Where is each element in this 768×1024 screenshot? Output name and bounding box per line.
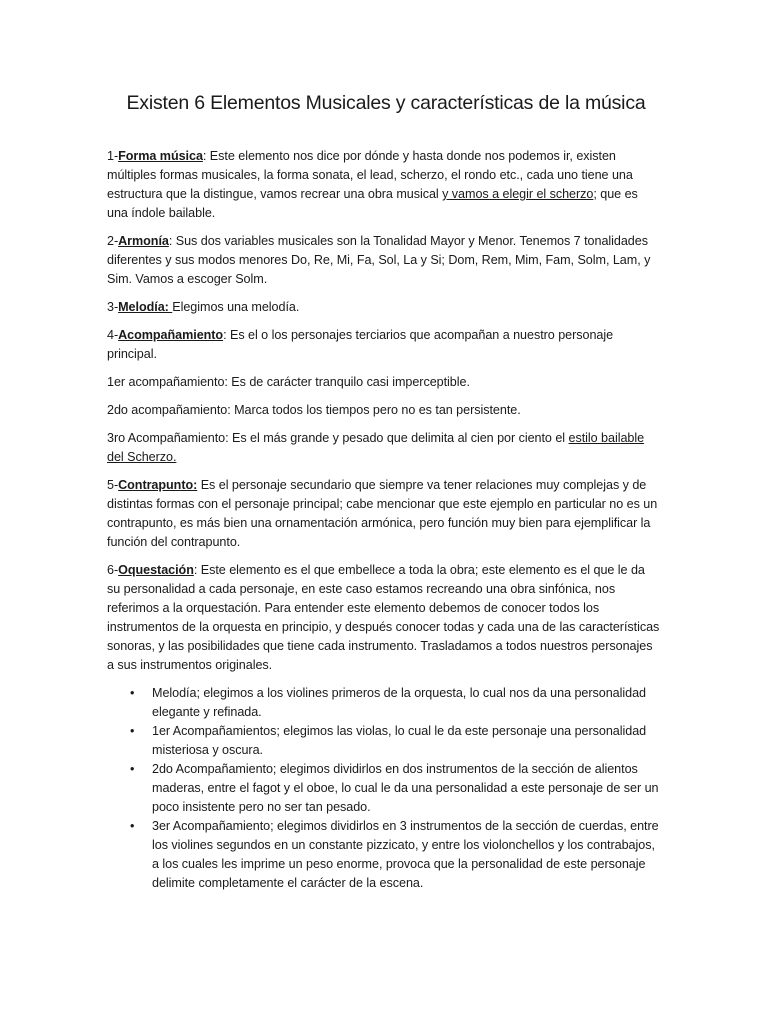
list-item-text: 1er Acompañamientos; elegimos las violas, lo cual le da este personaje una personalidad misteriosa y oscura. bbox=[152, 724, 647, 757]
bullet-icon: • bbox=[130, 762, 135, 776]
paragraph-text: : Sus dos variables musicales son la Tonalidad Mayor y Menor. Tenemos 7 tonalidades diferentes y sus modos menores Do, Re, Mi, Fa, Sol, La y Si; Dom, Rem, Mim, Fam, Solm, Lam, y Sim. Vamos a escoger Solm. bbox=[107, 234, 651, 286]
bullet-icon: • bbox=[130, 686, 135, 700]
paragraph-segundo-acompanamiento: 2do acompañamiento: Marca todos los tiempos pero no es tan persistente. bbox=[107, 403, 521, 417]
underlined-text: estilo bailable del Scherzo. bbox=[107, 431, 645, 464]
paragraph-text: ; que es una índole bailable. bbox=[107, 187, 638, 220]
list-item bbox=[107, 722, 660, 760]
paragraph-melodia bbox=[107, 298, 660, 317]
paragraph-text: : Este elemento es el que embellece a toda la obra; este elemento es el que le da su personalidad a cada personaje, en este caso estamos recreando una obra sinfónica, nos referimos a la orquestación. Para entender este elemento debemos de conocer todos los instrumentos de la orquesta en principio, y después conocer todas y cada una de las características sonoras, y las posibilidades que tiene cada instrumento. Trasladamos a todos nuestros personajes a sus instrumentos originales. bbox=[107, 563, 660, 672]
bullet-icon: • bbox=[130, 724, 135, 738]
heading-armonia: Armonía bbox=[118, 234, 169, 248]
paragraph-primer-acompanamiento: 1er acompañamiento: Es de carácter tranquilo casi imperceptible. bbox=[107, 375, 470, 389]
heading-acompanamiento: Acompañamiento bbox=[118, 328, 224, 342]
list-item bbox=[107, 817, 660, 893]
list-item bbox=[107, 684, 660, 722]
underlined-text: y vamos a elegir el scherzo bbox=[442, 187, 594, 201]
heading-oquestacion: Oquestación bbox=[118, 563, 194, 577]
paragraph-acompanamiento bbox=[107, 326, 660, 364]
document-title: Existen 6 Elementos Musicales y características de la música bbox=[126, 92, 646, 114]
list-item-text: 3er Acompañamiento; elegimos dividirlos en 3 instrumentos de la sección de cuerdas, entre los violines segundos en un constante pizzicato, y entre los violonchellos y los contrabajos, a los cuales les imprime un peso enorme, provoca que la personalidad de este personaje delimite completamente el carácter de la escena. bbox=[152, 819, 659, 890]
paragraph-text: : Es el o los personajes terciarios que acompañan a nuestro personaje principal. bbox=[107, 328, 614, 361]
item-number: 1- bbox=[107, 149, 119, 163]
heading-melodia: Melodía: bbox=[118, 300, 173, 314]
paragraph-contrapunto bbox=[107, 476, 660, 552]
item-number: 4- bbox=[107, 328, 119, 342]
item-number: 5- bbox=[107, 478, 119, 492]
paragraph-tercer-acompanamiento bbox=[107, 429, 660, 467]
paragraph-text: Elegimos una melodía. bbox=[172, 300, 300, 314]
paragraph-text: : Este elemento nos dice por dónde y hasta donde nos podemos ir, existen múltiples formas musicales, la forma sonata, el lead, scherzo, el rondo etc., cada uno tiene una estructura que la distingue, vamos recrear una obra musical bbox=[107, 149, 633, 201]
instrument-bullet-list bbox=[107, 684, 660, 893]
list-item-text: Melodía; elegimos a los violines primeros de la orquesta, lo cual nos da una personalidad elegante y refinada. bbox=[152, 686, 646, 719]
paragraph-forma-musica bbox=[107, 147, 660, 223]
item-number: 6- bbox=[107, 563, 119, 577]
item-number: 3- bbox=[107, 300, 119, 314]
paragraph-text: Es el personaje secundario que siempre va tener relaciones muy complejas y de distintas formas con el personaje principal; cabe mencionar que este ejemplo en particular no es un contrapunto, es más bien una ornamentación armónica, pero función muy bien para ejemplificar la función del contrapunto. bbox=[107, 478, 658, 549]
bullet-icon: • bbox=[130, 819, 135, 833]
paragraph-text: 3ro Acompañamiento: Es el más grande y pesado que delimita al cien por ciento el bbox=[107, 431, 569, 445]
list-item-text: 2do Acompañamiento; elegimos dividirlos en dos instrumentos de la sección de alientos maderas, entre el fagot y el oboe, lo cual le da una personalidad a este personaje de ser un poco insistente pero no ser tan pesado. bbox=[152, 762, 659, 814]
heading-contrapunto: Contrapunto: bbox=[118, 478, 198, 492]
heading-forma-musica: Forma música bbox=[118, 149, 203, 163]
item-number: 2- bbox=[107, 234, 119, 248]
paragraph-armonia bbox=[107, 232, 660, 289]
paragraph-oquestacion bbox=[107, 561, 660, 675]
list-item bbox=[107, 760, 660, 817]
